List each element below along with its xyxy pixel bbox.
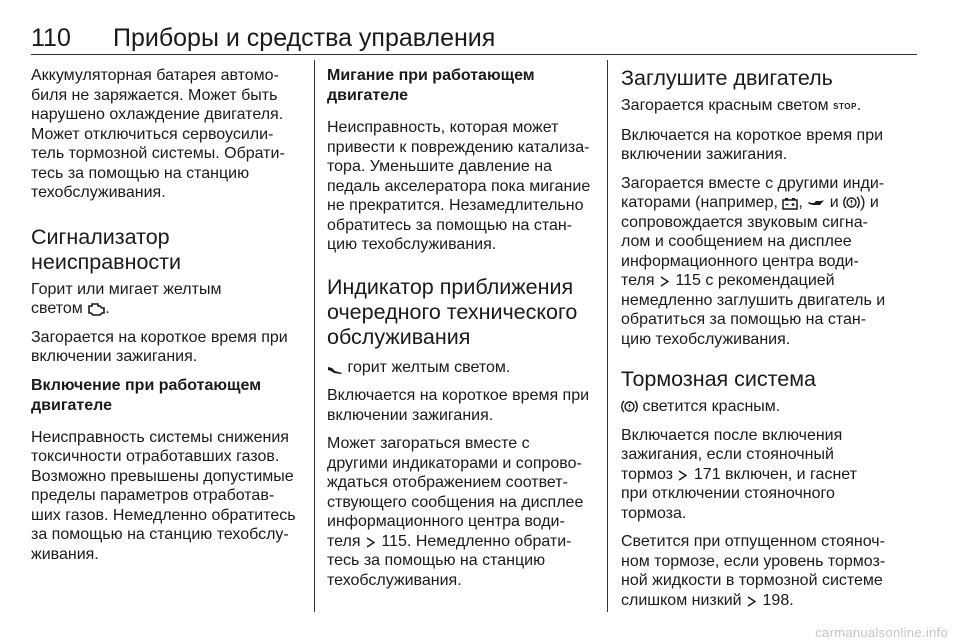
paragraph: Включается после включения зажигания, если стояночный тормоз 171 включен, и гаснет при отключении стояночного тормоза.	[621, 426, 857, 522]
paragraph: Загорается вместе с другими инди- каторами (например, , и ) и сопровождается звуковым сигна- лом и сообщением на дисплее информационного центра води- теля 115 с рекомендацией немедленно заглушить двигатель и обратиться за помощью на стан- цию техобслуживания.	[621, 174, 886, 348]
page-reference-link[interactable]: 115. Немедленно обрати-	[381, 532, 572, 550]
paragraph: Неисправность системы снижения токсичности отработавших газов. Возможно превышены допустимые пределы параметров отработав- ших газов. Немедленно обратитесь за помощью на станцию техобслу- живания.	[31, 428, 296, 563]
section-heading-brake: Тормозная система	[621, 367, 816, 391]
column-divider	[607, 60, 608, 612]
section-heading-stop-engine: Заглушите двигатель	[621, 66, 833, 90]
page-reference-link[interactable]: 115 с рекомендацией	[675, 272, 835, 289]
brake-warning-icon	[621, 399, 638, 414]
column-divider	[314, 60, 315, 612]
page-reference-link[interactable]: 171 включен, и гаснет	[693, 465, 857, 483]
paragraph: Горит или мигает желтым светом .	[31, 280, 222, 317]
paragraph: Светится при отпущенном стояноч- ном тормозе, если уровень тормоз- ной жидкости в тормозной системе слишком низкий 198.	[621, 533, 886, 609]
page-ref-arrow-icon[interactable]	[677, 469, 689, 482]
oil-can-icon	[807, 197, 825, 210]
page-header	[31, 10, 917, 55]
paragraph: Загорается красным светом STOP.	[621, 97, 862, 114]
paragraph: горит желтым светом.	[327, 358, 597, 378]
page-ref-arrow-icon[interactable]	[746, 595, 758, 608]
paragraph: Аккумуляторная батарея автомо- биля не заряжается. Может быть нарушено охлаждение двигателя. Может отключиться сервоусили- тель тормозной системы. Обрати- тесь за помощью на станцию техобслуживания.	[31, 67, 285, 201]
engine-check-icon	[87, 302, 105, 316]
paragraph: Включается на короткое время при включении зажигания.	[621, 126, 884, 163]
paragraph: Включается на короткое время при включении зажигания.	[327, 387, 590, 424]
subheading-engine-running: Включение при работающем двигателе	[31, 376, 262, 414]
section-heading-service: Индикатор приближения очередного технического обслуживания	[327, 274, 578, 349]
paragraph: Неисправность, которая может привести к повреждению катализа- тора. Уменьшите давление на педаль акселератора пока мигание не прекратится. Незамедлительно обратитесь за помощью на стан- цию техобслуживания.	[327, 119, 591, 253]
page-ref-arrow-icon[interactable]	[659, 275, 671, 288]
paragraph: Может загораться вместе с другими индикаторами и сопрово- ждаться отображением соответ- ствующего сообщения на дисплее информационного центра води- теля 115. Немедленно обрати- тесь за помощью на станцию техобслуживания.	[327, 435, 584, 589]
page-number: 110	[31, 24, 71, 52]
stop-icon: STOP	[833, 102, 857, 111]
battery-icon	[782, 197, 798, 210]
column-1	[31, 66, 305, 573]
page-reference-link[interactable]: 198.	[762, 591, 794, 609]
column-3	[621, 66, 911, 619]
page-ref-arrow-icon[interactable]	[365, 536, 377, 549]
service-wrench-icon	[327, 361, 343, 375]
paragraph: Загорается на короткое время при включении зажигания.	[31, 328, 288, 365]
section-heading-fault: Сигнализатор неисправности	[31, 224, 182, 274]
paragraph: светится красным.	[621, 397, 911, 417]
column-2	[327, 66, 597, 599]
subheading-blinking: Мигание при работающем двигателе	[327, 67, 535, 104]
page-title: Приборы и средства управления	[113, 24, 496, 52]
watermark: carmanualsonline.info	[815, 625, 948, 640]
brake-warning-icon	[843, 195, 860, 210]
